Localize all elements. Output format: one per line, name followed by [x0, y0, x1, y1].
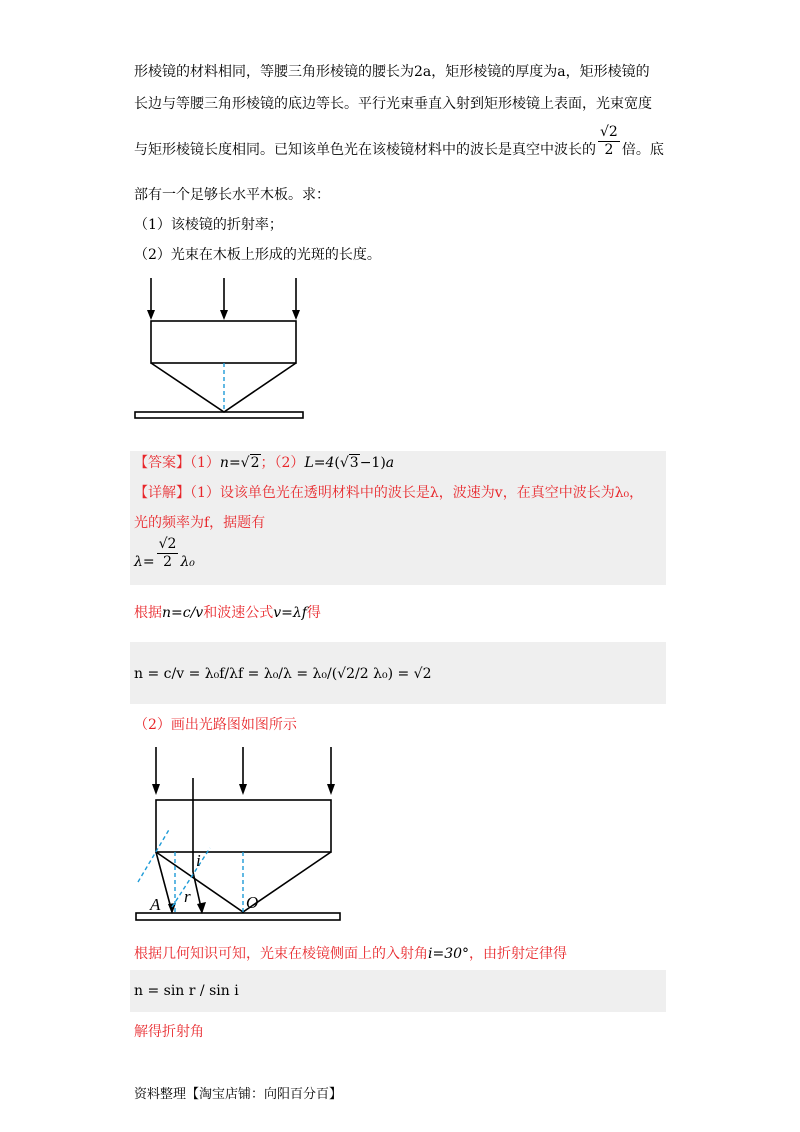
problem-line-3-pre: 与矩形棱镜长度相同。已知该单色光在该棱镜材料中的波长是真空中波长的: [134, 142, 596, 158]
detail-line-1: [134, 483, 643, 503]
eq1-lhs: λ=: [134, 554, 155, 570]
detail-line4-post: ，由折射定律得: [469, 946, 568, 962]
fraction-denominator: 2: [604, 141, 614, 158]
normal-dashed-slant-1: [138, 828, 170, 882]
answer-sqrt2: √2: [240, 455, 260, 471]
formula-i-30: i=30°: [428, 946, 470, 962]
formula-v-lambda-f: v=λf: [273, 605, 307, 621]
detail-part2: （2）画出光路图如图所示: [134, 717, 297, 733]
arrow-head-right: [327, 784, 335, 795]
wooden-board: [135, 412, 303, 418]
detail-line4-pre: 根据几何知识可知，光束在棱镜侧面上的入射角: [134, 946, 428, 962]
detail-line-3: [134, 603, 321, 623]
answer-L-paren: (√3−1)a: [334, 455, 395, 471]
arrow-head-middle: [239, 784, 247, 795]
equation-lambda: [134, 535, 195, 572]
problem-line-2: 长边与等腰三角形棱镜的底边等长。平行光束垂直入射到矩形棱镜上表面，光束宽度: [134, 96, 652, 112]
arrow-head-left: [152, 784, 160, 795]
label-O: O: [246, 893, 259, 912]
sqrt-radicand-3: 3: [349, 455, 359, 471]
detail-line-4: [134, 944, 567, 964]
eq1-fraction: [157, 536, 179, 571]
formula-n-c-v: n=c/v: [162, 605, 204, 621]
normal-dashed-slant-2: [172, 848, 210, 907]
answer-L-eq: L=4: [304, 455, 335, 471]
eq1-denominator: 2: [163, 553, 172, 570]
footer: 资料整理【淘宝店铺：向阳百分百】: [134, 1087, 343, 1102]
eq1-numerator: √2: [158, 535, 177, 552]
answer-sep: ；（2）: [260, 455, 305, 471]
problem-line-3-post: 倍。底: [621, 142, 664, 158]
sqrt2-over-2-fraction: [598, 124, 620, 159]
prism-diagram-2: [130, 742, 345, 927]
detail-text-1: （1）设该单色光在透明材料中的波长是λ，波速为v，在真空中波长为λ₀，: [190, 485, 644, 501]
fraction-numerator: √2: [600, 123, 618, 140]
arrow-head-middle: [220, 310, 228, 320]
equation-snell: n = sin r / sin i: [134, 983, 239, 999]
answer-tag: 【答案】: [134, 455, 190, 471]
rectangular-prism: [151, 321, 296, 363]
question-2: （2）光束在木板上形成的光斑的长度。: [134, 247, 381, 263]
answer-line: [134, 453, 394, 473]
sqrt-radicand-2: 2: [250, 455, 260, 471]
answer-part1-label: （1）: [190, 455, 220, 471]
equation-n-chain: n = c/v = λ₀f/λf = λ₀/λ = λ₀/(√2/2 λ₀) = √2: [134, 666, 432, 682]
detail-line-5: 解得折射角: [134, 1024, 204, 1040]
problem-line-4: 部有一个足够长水平木板。求：: [134, 187, 330, 203]
detail-line3-mid: 和波速公式: [203, 605, 274, 621]
prism-diagram-1: [130, 272, 320, 432]
detail-tag: 【详解】: [134, 485, 190, 501]
arrow-head-left: [147, 310, 155, 320]
wooden-board: [136, 913, 340, 920]
arrow-head-right: [292, 310, 300, 320]
rectangular-prism: [156, 800, 331, 852]
question-1: （1）该棱镜的折射率；: [134, 217, 283, 233]
label-i: i: [196, 851, 201, 870]
problem-line-3: [134, 123, 664, 160]
label-r: r: [184, 887, 191, 906]
detail-line-2: 光的频率为f，据题有: [134, 515, 266, 531]
answer-a: a: [385, 455, 395, 471]
label-A: A: [150, 895, 161, 914]
answer-n-eq: n=: [219, 455, 241, 471]
detail-line3-pre: 根据: [134, 605, 162, 621]
eq1-rhs: λ₀: [180, 554, 195, 570]
answer-minus-one: −1: [359, 455, 381, 471]
problem-line-1: 形棱镜的材料相同，等腰三角形棱镜的腰长为2a，矩形棱镜的厚度为a，矩形棱镜的: [134, 64, 650, 80]
detail-line3-post: 得: [306, 605, 321, 621]
